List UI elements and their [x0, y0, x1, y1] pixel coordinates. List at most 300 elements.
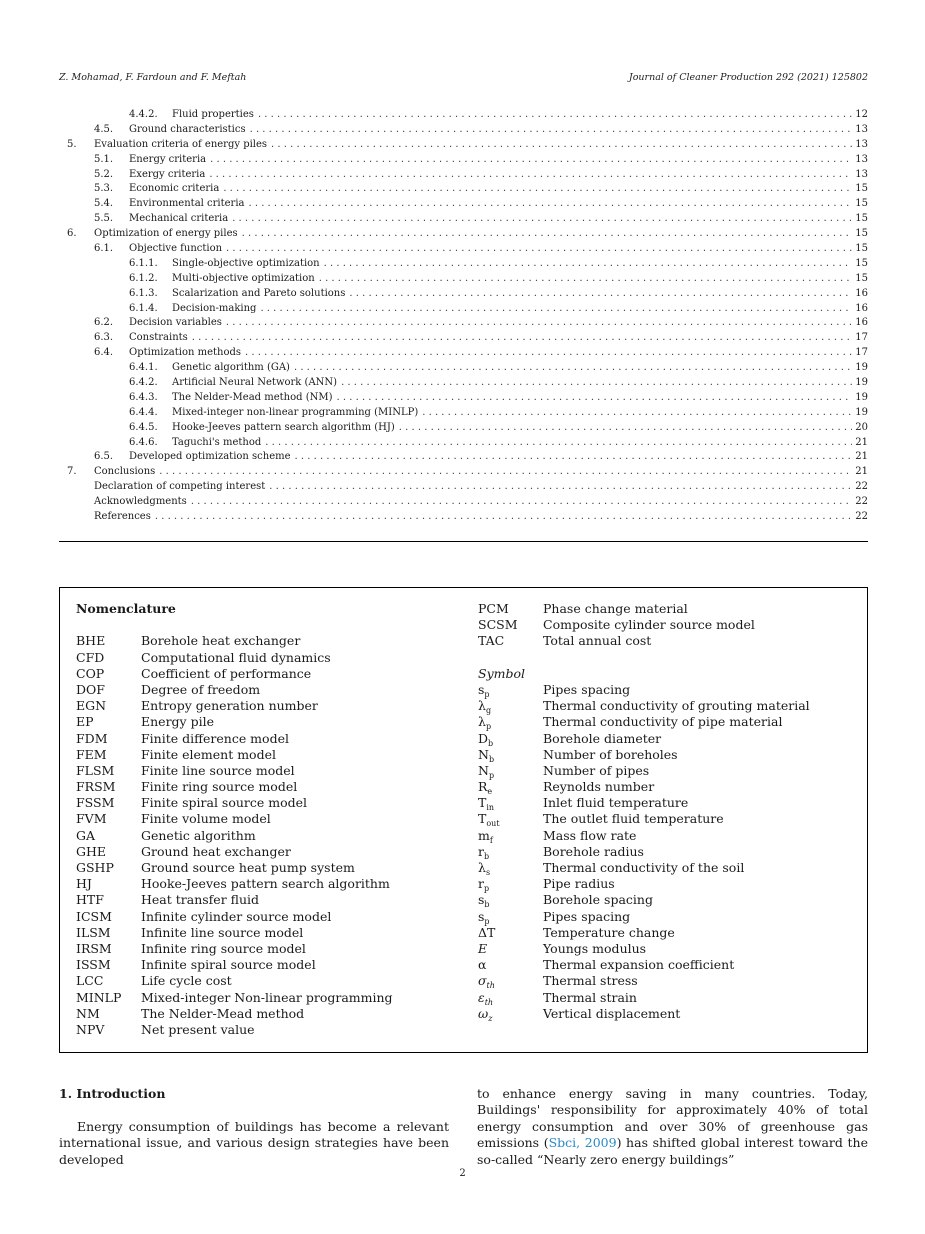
nomenclature-definition: Heat transfer fluid	[141, 892, 260, 908]
nomenclature-entry	[76, 747, 456, 763]
nomenclature-entry	[76, 844, 456, 860]
symbol-subscript: in	[486, 803, 495, 813]
nomenclature-abbreviation: DOF	[76, 681, 105, 697]
nomenclature-definition: The Nelder-Mead method	[141, 1005, 305, 1021]
nomenclature-entry	[76, 1022, 456, 1038]
toc-entry-page: 17	[855, 347, 868, 359]
toc-entry-page: 15	[855, 272, 868, 284]
nomenclature-entry	[76, 731, 456, 747]
symbol-entry	[478, 763, 858, 779]
nomenclature-entry	[76, 957, 456, 973]
nomenclature-definition: Life cycle cost	[141, 973, 232, 989]
toc-entry-number: 5.5.	[94, 213, 114, 225]
toc-entry-number: 6.	[67, 228, 77, 240]
nomenclature-entry	[478, 617, 858, 633]
header-authors: Z. Mohamad, F. Fardoun and F. Meftah	[59, 72, 247, 83]
nomenclature-definition: Degree of freedom	[141, 681, 261, 697]
toc-entry-number: 5.	[67, 138, 77, 150]
symbol-entry	[478, 714, 858, 730]
toc-entry-page: 16	[855, 287, 868, 299]
toc-entry-page: 19	[855, 377, 868, 389]
symbol-base: λ	[478, 714, 486, 730]
symbol-base: s	[478, 892, 485, 908]
toc-entry-title: Decision variables	[129, 317, 222, 329]
toc-entry-number: 6.1.4.	[129, 302, 158, 314]
nomenclature-abbreviation: CFD	[76, 649, 105, 665]
symbol-base: ΔT	[478, 924, 496, 940]
toc-entry[interactable]	[59, 108, 868, 123]
nomenclature-definition: Finite volume model	[141, 811, 271, 827]
symbol-subscript: out	[486, 819, 500, 829]
toc-leader-dots	[337, 391, 853, 406]
symbol	[478, 1006, 492, 1027]
nomenclature-abbreviation: TAC	[478, 633, 505, 649]
nomenclature-abbreviation: HJ	[76, 876, 92, 892]
nomenclature-entry	[76, 714, 456, 730]
nomenclature-left-column	[76, 601, 456, 1038]
toc-entry[interactable]	[59, 346, 868, 361]
symbol-subscript: p	[484, 689, 490, 699]
toc-entry[interactable]	[59, 316, 868, 331]
nomenclature-entry	[76, 990, 456, 1006]
toc-entry-title: Conclusions	[94, 466, 156, 478]
nomenclature-abbreviation: SCSM	[478, 617, 518, 633]
nomenclature-abbreviation: NPV	[76, 1021, 105, 1037]
nomenclature-definition: Total annual cost	[543, 633, 652, 649]
symbol-subscript: p	[484, 916, 490, 926]
toc-entry-page: 12	[855, 109, 868, 120]
toc-entry-title: Fluid properties	[172, 109, 254, 120]
symbol-base: ω	[478, 1005, 489, 1021]
nomenclature-abbreviation: MINLP	[76, 989, 122, 1005]
nomenclature-definition: Phase change material	[543, 601, 688, 616]
toc-entry-number: 6.1.	[94, 243, 114, 255]
toc-leader-dots	[399, 421, 852, 436]
symbol-entry	[478, 941, 858, 957]
toc-entry-title: Artificial Neural Network (ANN)	[172, 377, 338, 389]
symbol-base: R	[478, 779, 488, 795]
symbol-entry	[478, 925, 858, 941]
symbol-subscript: p	[488, 770, 495, 780]
nomenclature-definition: Finite difference model	[141, 730, 289, 746]
nomenclature-definition: Finite spiral source model	[141, 795, 308, 811]
toc-entry-page: 19	[855, 362, 868, 374]
toc-entry[interactable]	[59, 331, 868, 346]
toc-leader-dots	[349, 287, 852, 302]
symbol-base: α	[478, 957, 487, 973]
symbol-definition: Borehole spacing	[543, 892, 653, 908]
nomenclature-definition: Infinite ring source model	[141, 940, 306, 956]
toc-entry-page: 13	[855, 153, 868, 165]
toc-entry-title: Taguchi's method	[172, 436, 262, 448]
nomenclature-abbreviation: FEM	[76, 746, 107, 762]
toc-entry-page: 21	[855, 436, 868, 448]
toc-entry-title: Multi-objective optimization	[172, 272, 315, 284]
symbol-entry	[478, 698, 858, 714]
symbol-entry	[478, 892, 858, 908]
toc-entry-number: 5.1.	[94, 153, 114, 165]
toc-entry[interactable]	[59, 480, 868, 495]
nomenclature-definition: Ground heat exchanger	[141, 843, 291, 859]
nomenclature-abbreviation: HTF	[76, 892, 104, 908]
toc-entry-number: 6.4.4.	[129, 406, 158, 418]
toc-entry-page: 21	[855, 451, 868, 463]
symbol-definition: Borehole radius	[543, 843, 644, 859]
nomenclature-definition: Hooke-Jeeves pattern search algorithm	[141, 876, 390, 892]
symbol-entry	[478, 876, 858, 892]
nomenclature-title: Nomenclature	[76, 601, 176, 616]
toc-entry[interactable]	[59, 361, 868, 376]
intro-paragraph-right	[477, 1086, 868, 1168]
toc-entry-title: Declaration of competing interest	[94, 481, 266, 493]
symbol-definition: Vertical displacement	[543, 1005, 681, 1021]
nomenclature-entry	[478, 633, 858, 649]
toc-entry[interactable]	[59, 257, 868, 272]
nomenclature-abbreviation: ISSM	[76, 957, 111, 973]
toc-entry[interactable]	[59, 465, 868, 480]
symbol-entry	[478, 844, 858, 860]
symbol	[478, 925, 495, 941]
nomenclature-definition: Composite cylinder source model	[543, 617, 755, 633]
nomenclature-abbreviation: GSHP	[76, 860, 114, 875]
symbol-base: r	[478, 876, 484, 892]
toc-entry-number: 6.1.3.	[129, 287, 158, 299]
symbol-base: ε	[478, 989, 485, 1005]
nomenclature-entry	[478, 601, 858, 617]
toc-entry-number: 4.4.2.	[129, 109, 158, 120]
nomenclature-abbreviation: FLSM	[76, 762, 115, 778]
nomenclature-entry	[76, 763, 456, 779]
toc-entry-number: 6.4.3.	[129, 391, 158, 403]
header-journal: Journal of Cleaner Production 292 (2021) 125802	[628, 72, 868, 83]
toc-entry-title: Ground characteristics	[129, 123, 246, 135]
toc-leader-dots	[341, 376, 852, 391]
symbol-entry	[478, 811, 858, 827]
toc-entry-page: 13	[855, 138, 868, 150]
nomenclature-definition: Energy pile	[141, 714, 214, 730]
symbol-entry	[478, 909, 858, 925]
nomenclature-definition: Infinite cylinder source model	[141, 908, 332, 924]
nomenclature-definition: Finite ring source model	[141, 779, 298, 795]
toc-entry-number: 6.4.	[94, 347, 114, 359]
toc-leader-dots	[191, 495, 852, 510]
nomenclature-definition: Computational fluid dynamics	[141, 649, 331, 665]
citation-link[interactable]: Sbci, 2009	[548, 1135, 617, 1151]
symbol-definition: Thermal strain	[543, 989, 637, 1005]
toc-leader-dots	[271, 138, 852, 153]
section-heading-introduction: 1. Introduction	[59, 1086, 166, 1101]
symbol-entry	[478, 795, 858, 811]
toc-entry-number: 5.2.	[94, 168, 114, 180]
nomenclature-entry	[76, 666, 456, 682]
toc-leader-dots	[155, 510, 852, 525]
toc-entry-page: 22	[855, 496, 868, 508]
symbol-definition: Youngs modulus	[543, 940, 647, 956]
symbol-base: N	[478, 762, 489, 778]
symbol-base: D	[478, 730, 489, 746]
symbol	[478, 941, 487, 957]
symbol-entry	[478, 731, 858, 747]
symbol-entry	[478, 957, 858, 973]
toc-leader-dots	[269, 480, 852, 495]
toc-leader-dots	[248, 197, 852, 212]
nomenclature-entry	[76, 698, 456, 714]
symbol-base: N	[478, 746, 489, 762]
intro-text-cont: ) has shifted global interest toward the so-called “Nearly zero energy buildings”	[477, 1135, 869, 1167]
nomenclature-entry	[76, 909, 456, 925]
nomenclature-entry	[76, 925, 456, 941]
toc-entry[interactable]	[59, 287, 868, 302]
nomenclature-definition: Infinite spiral source model	[141, 957, 316, 973]
symbol-base: T	[478, 795, 487, 811]
toc-entry[interactable]	[59, 227, 868, 242]
toc-leader-dots	[319, 272, 853, 287]
nomenclature-definition: Borehole heat exchanger	[141, 633, 301, 649]
nomenclature-entry	[76, 795, 456, 811]
nomenclature-abbreviation: EGN	[76, 698, 107, 714]
toc-entry-title: Energy criteria	[129, 153, 207, 165]
symbol-entry	[478, 779, 858, 795]
intro-text: to enhance energy saving in many countries. Today, Buildings' responsibility for approximately 40% of total energy consumption and over 30% of greenhouse gas emissions (	[477, 1086, 868, 1151]
symbol-subscript: p	[485, 722, 492, 732]
nomenclature-abbreviation: GHE	[76, 843, 107, 859]
toc-entry-page: 15	[855, 243, 868, 255]
toc-leader-dots	[295, 450, 853, 465]
toc-entry[interactable]	[59, 168, 868, 183]
symbol-subscript: b	[483, 851, 490, 861]
nomenclature-box	[59, 587, 868, 1053]
toc-entry-number: 7.	[67, 466, 77, 478]
toc-entry-page: 21	[855, 466, 868, 478]
toc-entry[interactable]	[59, 153, 868, 168]
symbol-definition: Thermal stress	[543, 973, 638, 989]
toc-entry-page: 13	[855, 123, 868, 135]
toc-leader-dots	[242, 227, 853, 242]
intro-paragraph-left: Energy consumption of buildings has become a relevant international issue, and various design strategies have been developed	[59, 1119, 449, 1167]
nomenclature-entry	[76, 811, 456, 827]
toc-entry-title: References	[94, 511, 151, 523]
nomenclature-entry	[76, 1006, 456, 1022]
toc-entry-number: 6.3.	[94, 332, 114, 344]
symbol-base: T	[478, 811, 487, 827]
toc-entry-title: Hooke-Jeeves pattern search algorithm (HJ)	[172, 421, 395, 433]
nomenclature-definition: Finite line source model	[141, 762, 295, 778]
toc-entry-page: 19	[855, 391, 868, 403]
toc-leader-dots	[226, 316, 852, 331]
nomenclature-definition: Finite element model	[141, 746, 276, 762]
toc-entry[interactable]	[59, 212, 868, 227]
toc-entry-title: Mixed-integer non-linear programming (MINLP)	[172, 406, 419, 418]
toc-leader-dots	[223, 182, 852, 197]
toc-leader-dots	[159, 465, 852, 480]
symbol	[478, 957, 486, 973]
nomenclature-abbreviation: FDM	[76, 730, 108, 746]
symbol-definition: Pipes spacing	[543, 908, 631, 924]
toc-leader-dots	[422, 406, 852, 421]
toc-entry-page: 16	[855, 302, 868, 314]
toc-entry[interactable]	[59, 138, 868, 153]
toc-entry[interactable]	[59, 302, 868, 317]
toc-entry-title: Evaluation criteria of energy piles	[94, 138, 268, 150]
toc-entry[interactable]	[59, 510, 868, 525]
nomenclature-abbreviation: LCC	[76, 973, 104, 989]
nomenclature-entry	[76, 633, 456, 649]
toc-entry[interactable]	[59, 376, 868, 391]
toc-leader-dots	[324, 257, 853, 272]
toc-entry-title: Constraints	[129, 332, 188, 344]
nomenclature-entry	[76, 973, 456, 989]
symbol-definition: Pipes spacing	[543, 681, 631, 697]
toc-entry[interactable]	[59, 421, 868, 436]
toc-entry[interactable]	[59, 391, 868, 406]
toc-entry[interactable]	[59, 436, 868, 451]
symbol-definition: Borehole diameter	[543, 730, 662, 746]
nomenclature-right-column	[478, 601, 858, 1022]
nomenclature-entry	[76, 941, 456, 957]
toc-entry-title: Decision-making	[172, 302, 257, 314]
toc-entry-number: 6.2.	[94, 317, 114, 329]
symbol-subscript: b	[484, 900, 490, 910]
symbol-definition: Reynolds number	[543, 779, 655, 795]
toc-entry-number: 6.4.5.	[129, 421, 158, 433]
toc-entry-number: 6.4.2.	[129, 377, 158, 389]
toc-entry-page: 15	[855, 198, 868, 210]
toc-entry-number: 4.5.	[94, 123, 114, 135]
toc-entry[interactable]	[59, 197, 868, 212]
nomenclature-definition: Mixed-integer Non-linear programming	[141, 989, 393, 1005]
symbol-entry	[478, 1006, 858, 1022]
toc-entry-title: Developed optimization scheme	[129, 451, 291, 463]
symbol-definition: Thermal conductivity of the soil	[543, 860, 745, 875]
symbol-subscript: th	[484, 997, 494, 1007]
toc-entry-title: The Nelder-Mead method (NM)	[172, 391, 333, 403]
toc-leader-dots	[232, 212, 852, 227]
symbol-definition: Number of pipes	[543, 762, 650, 778]
symbol-base: r	[478, 843, 484, 859]
nomenclature-entry	[76, 860, 456, 876]
symbol-definition: Pipe radius	[543, 876, 615, 892]
toc-entry-title: Environmental criteria	[129, 198, 245, 210]
toc-leader-dots	[250, 123, 853, 138]
toc-entry[interactable]	[59, 182, 868, 197]
toc-entry[interactable]	[59, 406, 868, 421]
toc-entry[interactable]	[59, 450, 868, 465]
nomenclature-abbreviation: COP	[76, 665, 105, 681]
toc-entry-title: Genetic algorithm (GA)	[172, 362, 290, 374]
symbol-base: m	[478, 827, 490, 843]
symbol-heading: Symbol	[478, 665, 526, 681]
nomenclature-entry	[76, 682, 456, 698]
toc-entry-number: 5.4.	[94, 198, 114, 210]
toc-leader-dots	[258, 108, 852, 123]
nomenclature-definition: Ground source heat pump system	[141, 860, 355, 875]
toc-leader-dots	[265, 436, 852, 451]
section-divider	[59, 541, 868, 542]
toc-leader-dots	[260, 302, 852, 317]
symbol-entry	[478, 860, 858, 876]
nomenclature-abbreviation: FVM	[76, 811, 107, 827]
toc-entry-page: 15	[855, 257, 868, 269]
symbol-subscript: s	[485, 868, 491, 877]
symbol-definition: Thermal expansion coefficient	[543, 957, 735, 973]
symbol-subscript: p	[483, 884, 490, 894]
toc-entry-title: Optimization of energy piles	[94, 228, 238, 240]
nomenclature-abbreviation: EP	[76, 714, 94, 730]
toc-leader-dots	[245, 346, 852, 361]
symbol-subscript: g	[485, 706, 492, 716]
toc-entry[interactable]	[59, 272, 868, 287]
toc-entry-page: 16	[855, 317, 868, 329]
symbol-subscript: f	[489, 835, 493, 845]
toc-entry-title: Optimization methods	[129, 347, 241, 359]
symbol-definition: Number of boreholes	[543, 746, 678, 762]
nomenclature-entry	[76, 876, 456, 892]
symbol-subscript: b	[488, 738, 494, 748]
nomenclature-definition: Infinite line source model	[141, 924, 304, 940]
toc-entry-title: Acknowledgments	[94, 496, 187, 508]
symbol-entry	[478, 973, 858, 989]
nomenclature-definition: Genetic algorithm	[141, 827, 256, 843]
symbol-definition: Inlet fluid temperature	[543, 795, 689, 811]
symbol-subscript: th	[486, 981, 495, 991]
toc-entry-title: Single-objective optimization	[172, 257, 320, 269]
symbol-base: s	[478, 908, 485, 924]
toc-entry-page: 22	[855, 481, 868, 493]
symbol-base: λ	[478, 860, 486, 875]
toc-leader-dots	[294, 361, 852, 376]
symbol-entry	[478, 747, 858, 763]
toc-entry-number: 6.4.6.	[129, 436, 158, 448]
page-number: 2	[459, 1168, 466, 1179]
toc-entry-page: 17	[855, 332, 868, 344]
symbol-definition: Temperature change	[543, 924, 675, 940]
symbol-definition: The outlet fluid temperature	[543, 811, 724, 827]
nomenclature-entry	[76, 892, 456, 908]
toc-leader-dots	[209, 168, 852, 183]
nomenclature-abbreviation: GA	[76, 827, 96, 843]
symbol-subscript: e	[487, 787, 493, 797]
toc-entry-number: 6.4.1.	[129, 362, 158, 374]
symbol-base: s	[478, 681, 485, 697]
symbol-base: E	[478, 940, 488, 956]
toc-entry[interactable]	[59, 242, 868, 257]
toc-entry[interactable]	[59, 495, 868, 510]
toc-leader-dots	[226, 242, 852, 257]
nomenclature-definition: Net present value	[141, 1021, 255, 1037]
nomenclature-entry	[76, 828, 456, 844]
nomenclature-abbreviation: FSSM	[76, 795, 115, 811]
running-header	[59, 72, 868, 88]
toc-entry-title: Scalarization and Pareto solutions	[172, 287, 346, 299]
nomenclature-abbreviation: NM	[76, 1005, 100, 1021]
nomenclature-definition: Entropy generation number	[141, 698, 318, 714]
toc-entry-title: Objective function	[129, 243, 223, 255]
toc-leader-dots	[210, 153, 852, 168]
nomenclature-abbreviation: BHE	[76, 633, 106, 649]
toc-entry-title: Exergy criteria	[129, 168, 206, 180]
symbol-entry	[478, 682, 858, 698]
nomenclature-abbreviation: FRSM	[76, 779, 116, 795]
toc-entry[interactable]	[59, 123, 868, 138]
table-of-contents	[59, 108, 868, 525]
nomenclature-entry	[76, 779, 456, 795]
toc-entry-title: Economic criteria	[129, 183, 220, 195]
toc-entry-number: 6.1.1.	[129, 257, 158, 269]
nomenclature-abbreviation: IRSM	[76, 940, 112, 956]
symbol-entry	[478, 828, 858, 844]
symbol-definition: Thermal conductivity of pipe material	[543, 714, 783, 730]
symbol-entry	[478, 990, 858, 1006]
